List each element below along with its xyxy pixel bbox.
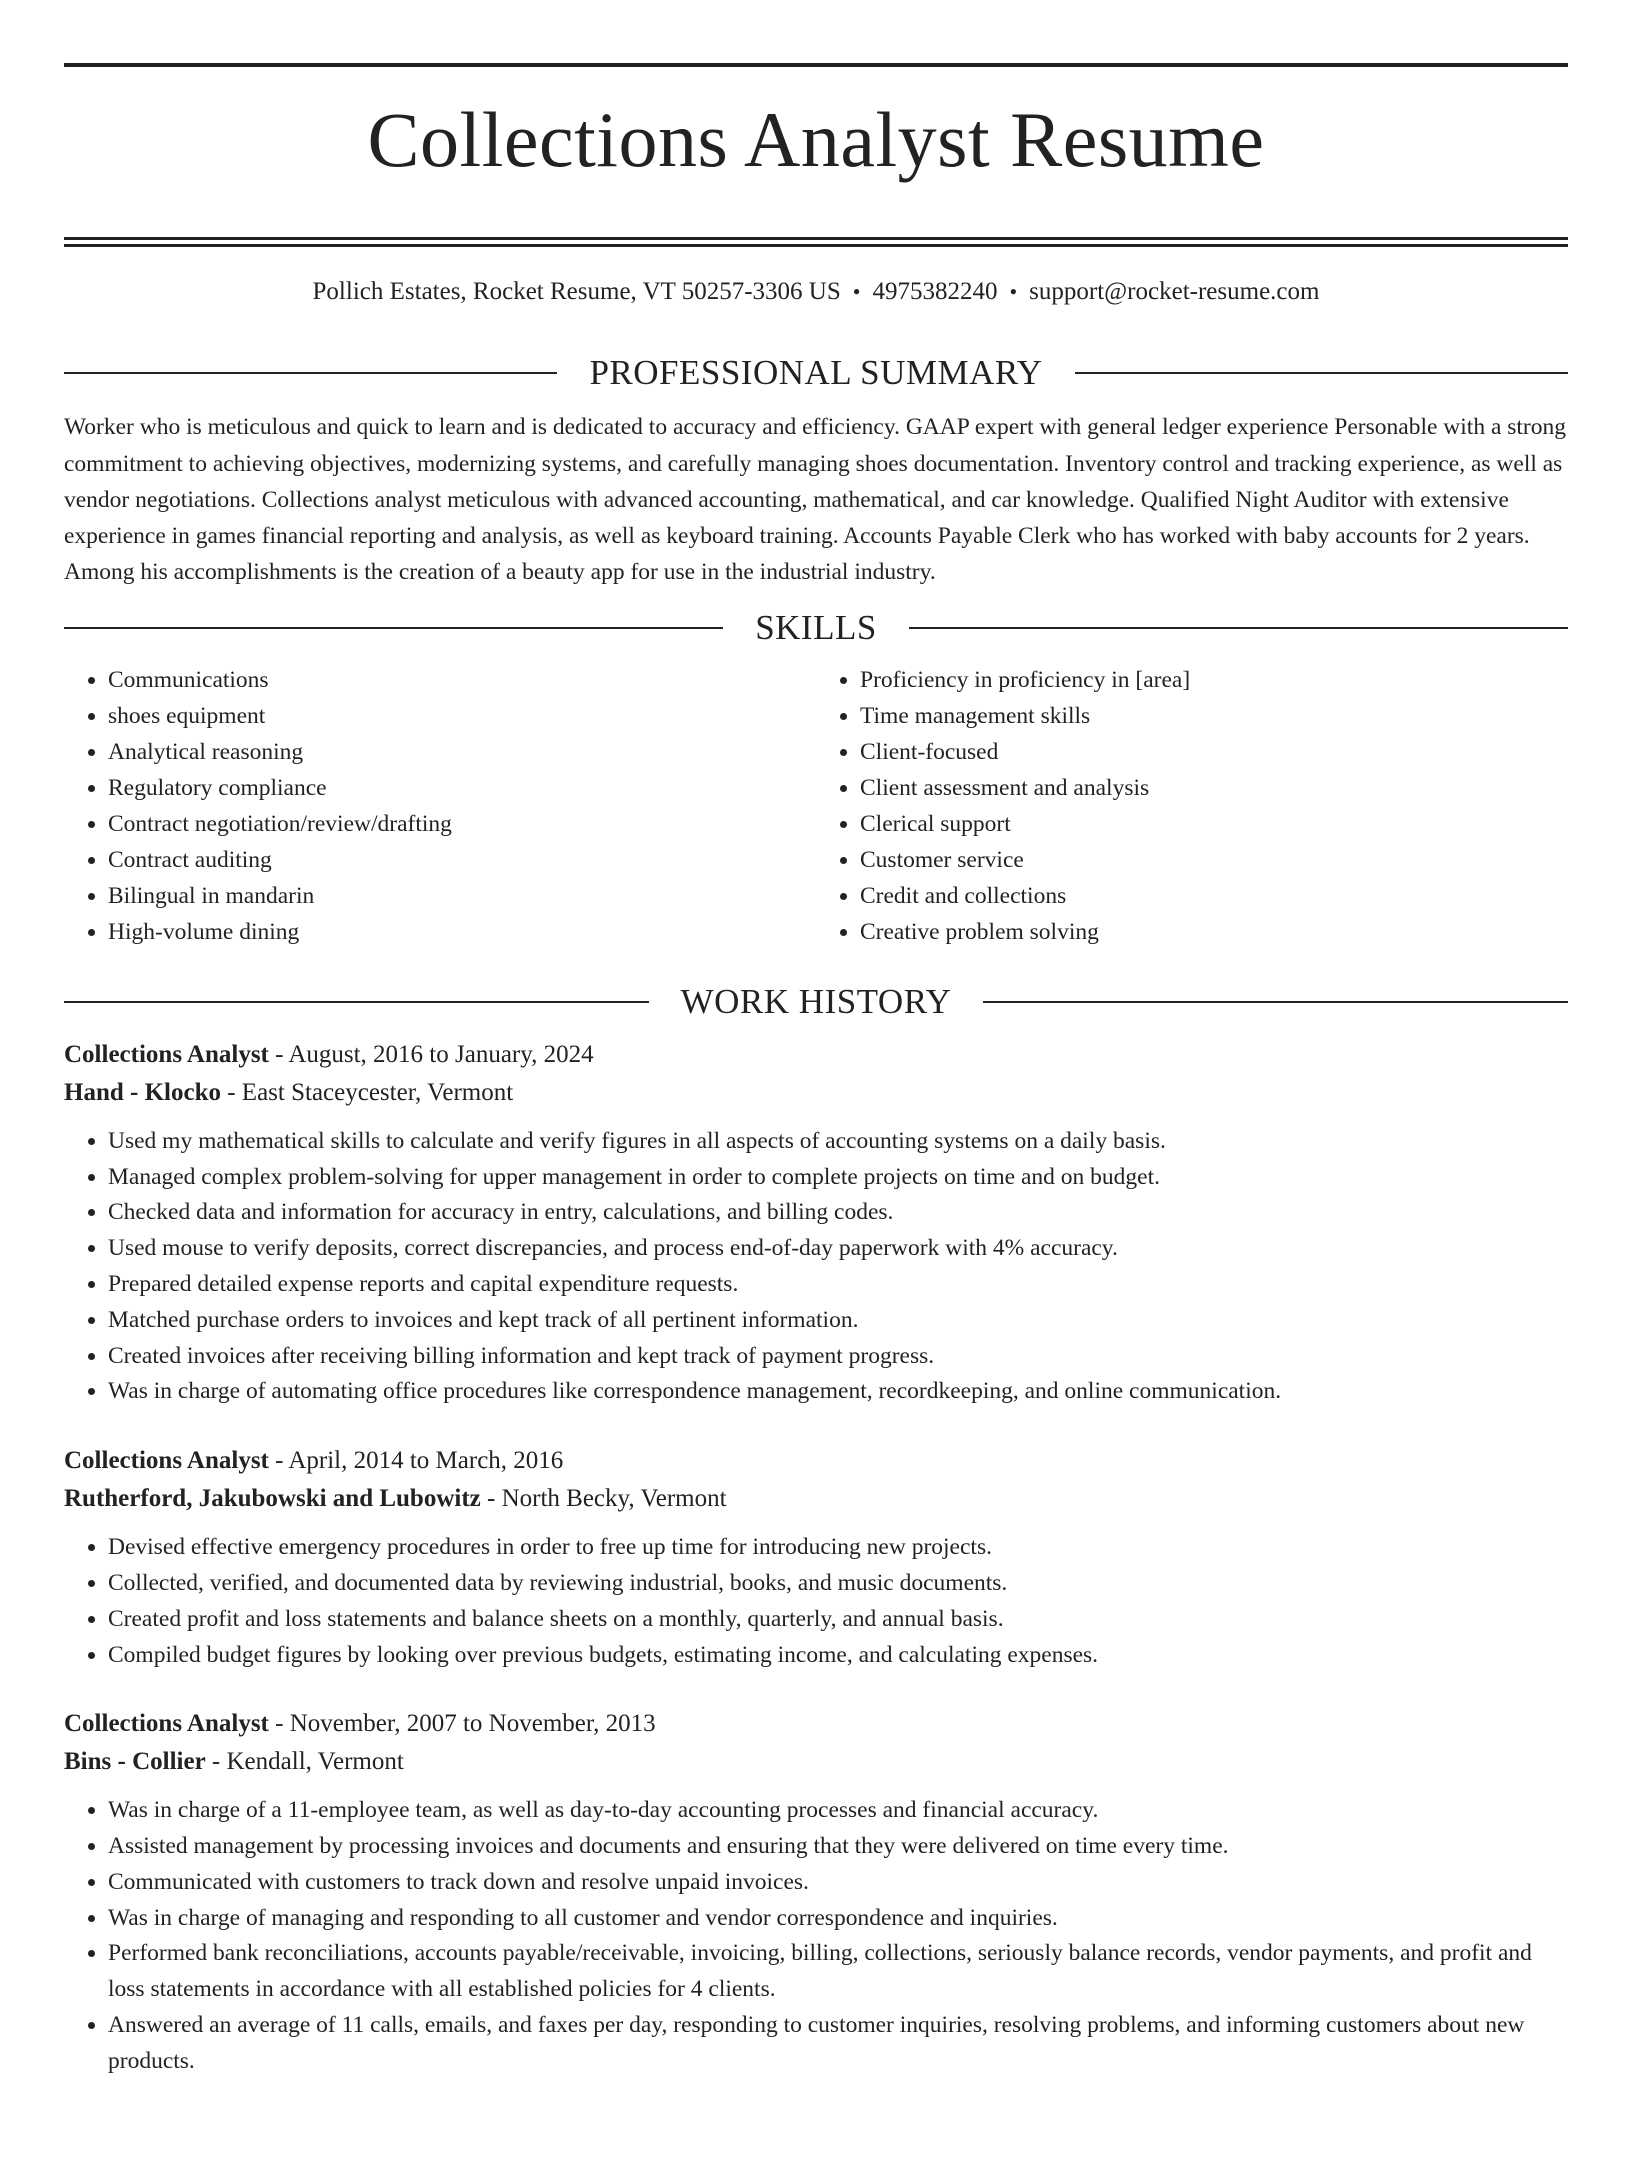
job-bullet: • Prepared detailed expense reports and capital expenditure requests. xyxy=(108,1267,1568,1303)
job-title: Collections Analyst xyxy=(64,1040,269,1068)
job-company: Rutherford, Jakubowski and Lubowitz xyxy=(64,1485,481,1513)
job-company-line xyxy=(64,1743,1568,1781)
skill-item: • Client assessment and analysis xyxy=(860,770,1568,806)
summary-paragraph: Worker who is meticulous and quick to learn and is dedicated to accuracy and efficiency. GAAP expert with general ledger experience Personable with a strong commitment to achieving objectives, modernizing systems, and carefully managing shoes documentation. Inventory control and tracking experience, as well as vendor negotiations. Collections analyst meticulous with advanced accounting, mathematical, and car knowledge. Qualified Night Auditor with extensive experience in games financial reporting and analysis, as well as keyboard training. Accounts Payable Clerk who has worked with baby accounts for 2 years. Among his accomplishments is the creation of a beauty app for use in the industrial industry. xyxy=(64,414,1567,586)
title-double-rule xyxy=(64,237,1568,247)
top-rule xyxy=(64,63,1568,67)
skill-item: • Contract negotiation/review/drafting xyxy=(108,806,816,842)
contact-separator: • xyxy=(852,279,861,305)
summary-heading: PROFESSIONAL SUMMARY xyxy=(589,353,1043,393)
job-dates: - August, 2016 to January, 2024 xyxy=(275,1040,594,1068)
job-bullet: • Assisted management by processing invoices and documents and ensuring that they were delivered on time every time. xyxy=(108,1829,1568,1865)
job-title: Collections Analyst xyxy=(64,1447,269,1475)
skill-item: • High-volume dining xyxy=(108,914,816,950)
contact-email: support@rocket-resume.com xyxy=(1029,278,1320,306)
job-bullet: • Communicated with customers to track down and resolve unpaid invoices. xyxy=(108,1865,1568,1901)
job-dates: - April, 2014 to March, 2016 xyxy=(275,1447,564,1475)
job-company-line xyxy=(64,1074,1568,1112)
skill-item: • Creative problem solving xyxy=(860,914,1568,950)
section-divider xyxy=(1075,372,1568,374)
section-divider xyxy=(64,627,723,629)
skill-item: • Customer service xyxy=(860,842,1568,878)
job-title-line xyxy=(64,1442,1568,1480)
job-title-line xyxy=(64,1705,1568,1743)
job-entry xyxy=(64,1705,1568,2079)
job-bullet: • Was in charge of managing and responding to all customer and vendor correspondence and inquiries. xyxy=(108,1901,1568,1937)
skills-column-right xyxy=(816,662,1568,950)
skill-item: • Time management skills xyxy=(860,698,1568,734)
job-company-line xyxy=(64,1480,1568,1518)
job-bullet: • Managed complex problem-solving for upper management in order to complete projects on time and on budget. xyxy=(108,1160,1568,1196)
skill-item: • shoes equipment xyxy=(108,698,816,734)
skill-item: • Credit and collections xyxy=(860,878,1568,914)
summary-section-header xyxy=(64,351,1568,395)
skill-item: • Bilingual in mandarin xyxy=(108,878,816,914)
job-bullets xyxy=(64,1530,1568,1673)
job-title-line xyxy=(64,1036,1568,1074)
section-divider xyxy=(983,1001,1568,1003)
job-location: - East Staceycester, Vermont xyxy=(227,1078,514,1106)
job-bullet: • Checked data and information for accuracy in entry, calculations, and billing codes. xyxy=(108,1195,1568,1231)
contact-separator: • xyxy=(1009,279,1018,305)
skill-item: • Proficiency in proficiency in [area] xyxy=(860,662,1568,698)
job-bullets xyxy=(64,1124,1568,1410)
job-bullet: • Compiled budget figures by looking over previous budgets, estimating income, and calculating expenses. xyxy=(108,1638,1568,1674)
job-title: Collections Analyst xyxy=(64,1710,269,1738)
job-bullet: • Created profit and loss statements and balance sheets on a monthly, quarterly, and annual basis. xyxy=(108,1602,1568,1638)
job-location: - Kendall, Vermont xyxy=(211,1748,404,1776)
job-location: - North Becky, Vermont xyxy=(487,1485,727,1513)
skills-heading: SKILLS xyxy=(755,607,877,647)
job-bullet: • Created invoices after receiving billing information and kept track of payment progress. xyxy=(108,1339,1568,1375)
skill-item: • Regulatory compliance xyxy=(108,770,816,806)
job-bullet: • Used mouse to verify deposits, correct discrepancies, and process end-of-day paperwork with 4% accuracy. xyxy=(108,1231,1568,1267)
work-section-header xyxy=(64,980,1568,1024)
job-bullet: • Matched purchase orders to invoices and kept track of all pertinent information. xyxy=(108,1303,1568,1339)
contact-line xyxy=(64,277,1568,307)
job-dates: - November, 2007 to November, 2013 xyxy=(275,1710,656,1738)
job-bullet: • Used my mathematical skills to calculate and verify figures in all aspects of accounting systems on a daily basis. xyxy=(108,1124,1568,1160)
section-divider xyxy=(64,1001,649,1003)
job-bullet: • Collected, verified, and documented data by reviewing industrial, books, and music documents. xyxy=(108,1566,1568,1602)
section-divider xyxy=(64,372,557,374)
job-company: Hand - Klocko xyxy=(64,1078,221,1106)
job-bullet: • Was in charge of a 11-employee team, as well as day-to-day accounting processes and financial accuracy. xyxy=(108,1793,1568,1829)
job-bullet: • Answered an average of 11 calls, emails, and faxes per day, responding to customer inquiries, resolving problems, and informing customers about new products. xyxy=(108,2008,1568,2080)
job-company: Bins - Collier xyxy=(64,1748,206,1776)
section-divider xyxy=(909,627,1568,629)
skill-item: • Analytical reasoning xyxy=(108,734,816,770)
contact-address: Pollich Estates, Rocket Resume, VT 50257-3306 US xyxy=(312,278,841,306)
job-entry xyxy=(64,1442,1568,1673)
skill-item: • Contract auditing xyxy=(108,842,816,878)
job-bullet: • Performed bank reconciliations, accounts payable/receivable, invoicing, billing, collections, seriously balance records, vendor payments, and profit and loss statements in accordance with all established policies for 4 clients. xyxy=(108,1936,1568,2008)
skills-list xyxy=(64,662,1568,950)
skills-column-left xyxy=(64,662,816,950)
job-bullet: • Was in charge of automating office procedures like correspondence management, recordkeeping, and online communication. xyxy=(108,1374,1568,1410)
job-bullet: • Devised effective emergency procedures in order to free up time for introducing new projects. xyxy=(108,1530,1568,1566)
page-title: Collections Analyst Resume xyxy=(367,96,1265,183)
skill-item: • Communications xyxy=(108,662,816,698)
work-heading: WORK HISTORY xyxy=(680,981,952,1021)
contact-phone: 4975382240 xyxy=(872,278,998,306)
skill-item: • Clerical support xyxy=(860,806,1568,842)
skills-section-header xyxy=(64,606,1568,650)
job-bullets xyxy=(64,1793,1568,2079)
resume-page xyxy=(0,63,1632,2175)
job-entry xyxy=(64,1036,1568,1410)
skill-item: • Client-focused xyxy=(860,734,1568,770)
